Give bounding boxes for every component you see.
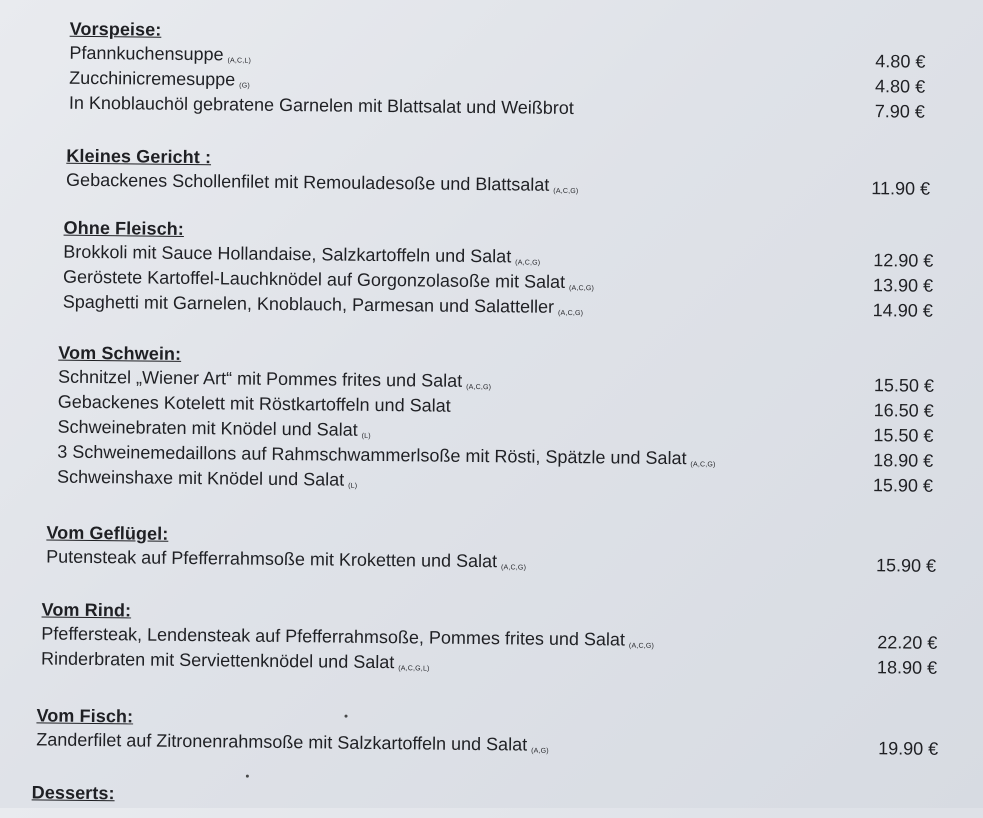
- item-price: 15.90 €: [823, 473, 933, 499]
- item-price: 11.90 €: [820, 176, 930, 202]
- section-vorspeise: [69, 17, 970, 125]
- item-price: 7.90 €: [815, 99, 925, 125]
- item-price: 18.90 €: [827, 655, 937, 681]
- item-price: 18.90 €: [823, 448, 933, 474]
- allergen-code: (L): [348, 483, 357, 490]
- item-name: Schweinebraten mit Knödel und Salat: [57, 415, 357, 443]
- allergen-code: (A,C,G): [569, 285, 594, 292]
- item-name: Gebackenes Schollenfilet mit Remouladesoße und Blattsalat: [66, 168, 550, 198]
- item-price: 15.90 €: [826, 553, 936, 579]
- section-heading: Vorspeise:: [70, 17, 970, 50]
- item-price: 12.90 €: [823, 248, 933, 274]
- item-name: In Knoblauchöl gebratene Garnelen mit Blattsalat und Weißbrot: [69, 91, 574, 121]
- item-name: Rinderbraten mit Serviettenknödel und Salat: [41, 646, 394, 675]
- allergen-code: (A,C,G): [629, 643, 654, 650]
- item-price: 22.20 €: [827, 630, 937, 656]
- item-price: 16.50 €: [824, 398, 934, 424]
- section-vom-gefluegel: [46, 521, 946, 579]
- section-kleines-gericht: [66, 144, 966, 202]
- allergen-code: (L): [362, 433, 371, 440]
- section-heading: Kleines Gericht :: [66, 144, 966, 177]
- allergen-code: (A,C,G): [515, 259, 540, 266]
- item-name: Gebackenes Kotelett mit Röstkartoffeln und Salat: [58, 390, 451, 419]
- item-price: 4.80 €: [815, 74, 925, 100]
- allergen-code: (A,C,G): [553, 188, 578, 195]
- item-name: Zucchinicremesuppe: [69, 66, 235, 93]
- item-price: 13.90 €: [823, 273, 933, 299]
- allergen-code: (A,G): [531, 748, 549, 755]
- allergen-code: (A,C,G): [466, 384, 491, 391]
- item-price: 14.90 €: [823, 298, 933, 324]
- item-name: Spaghetti mit Garnelen, Knoblauch, Parmesan und Salatteller: [63, 290, 555, 320]
- item-price: 15.50 €: [823, 423, 933, 449]
- section-heading: Ohne Fleisch:: [63, 216, 963, 249]
- item-price: 19.90 €: [828, 736, 938, 762]
- item-price: 15.50 €: [824, 373, 934, 399]
- item-price: 4.80 €: [815, 49, 925, 75]
- item-name: Schweinshaxe mit Knödel und Salat: [57, 465, 344, 493]
- section-desserts: [32, 780, 932, 813]
- allergen-code: (A,C,G): [558, 310, 583, 317]
- item-name: Pfannkuchensuppe: [69, 41, 223, 68]
- item-name: 3 Schweinemedaillons auf Rahmschwammerlsoße mit Rösti, Spätzle und Salat: [57, 440, 687, 472]
- allergen-code: (A,C,G,L): [398, 665, 429, 672]
- item-name: Zanderfilet auf Zitronenrahmsoße mit Salzkartoffeln und Salat: [36, 727, 527, 757]
- item-name: Geröstete Kartoffel-Lauchknödel auf Gorgonzolasoße mit Salat: [63, 265, 565, 295]
- paper-speck: [345, 715, 348, 718]
- section-heading: Vom Schwein:: [58, 341, 958, 374]
- section-vom-fisch: [36, 703, 936, 761]
- item-name: Brokkoli mit Sauce Hollandaise, Salzkartoffeln und Salat: [63, 240, 511, 270]
- allergen-code: (A,C,G): [690, 461, 715, 468]
- item-name: Schnitzel „Wiener Art“ mit Pommes frites und Salat: [58, 365, 462, 394]
- allergen-code: (A,C,G): [501, 564, 526, 571]
- section-heading: Vom Fisch:: [36, 703, 936, 736]
- item-name: Putensteak auf Pfefferrahmsoße mit Kroketten und Salat: [46, 545, 497, 575]
- section-vom-schwein: [57, 341, 959, 499]
- item-name: Pfeffersteak, Lendensteak auf Pfefferrahmsoße, Pommes frites und Salat: [41, 621, 625, 652]
- section-ohne-fleisch: [63, 216, 964, 324]
- section-heading: Vom Rind:: [41, 597, 941, 630]
- section-heading: Vom Geflügel:: [46, 521, 946, 554]
- section-vom-rind: [41, 597, 942, 680]
- paper-speck: [246, 775, 249, 778]
- section-heading: Desserts:: [32, 780, 932, 813]
- allergen-code: (G): [239, 83, 250, 90]
- allergen-code: (A,C,L): [227, 57, 251, 64]
